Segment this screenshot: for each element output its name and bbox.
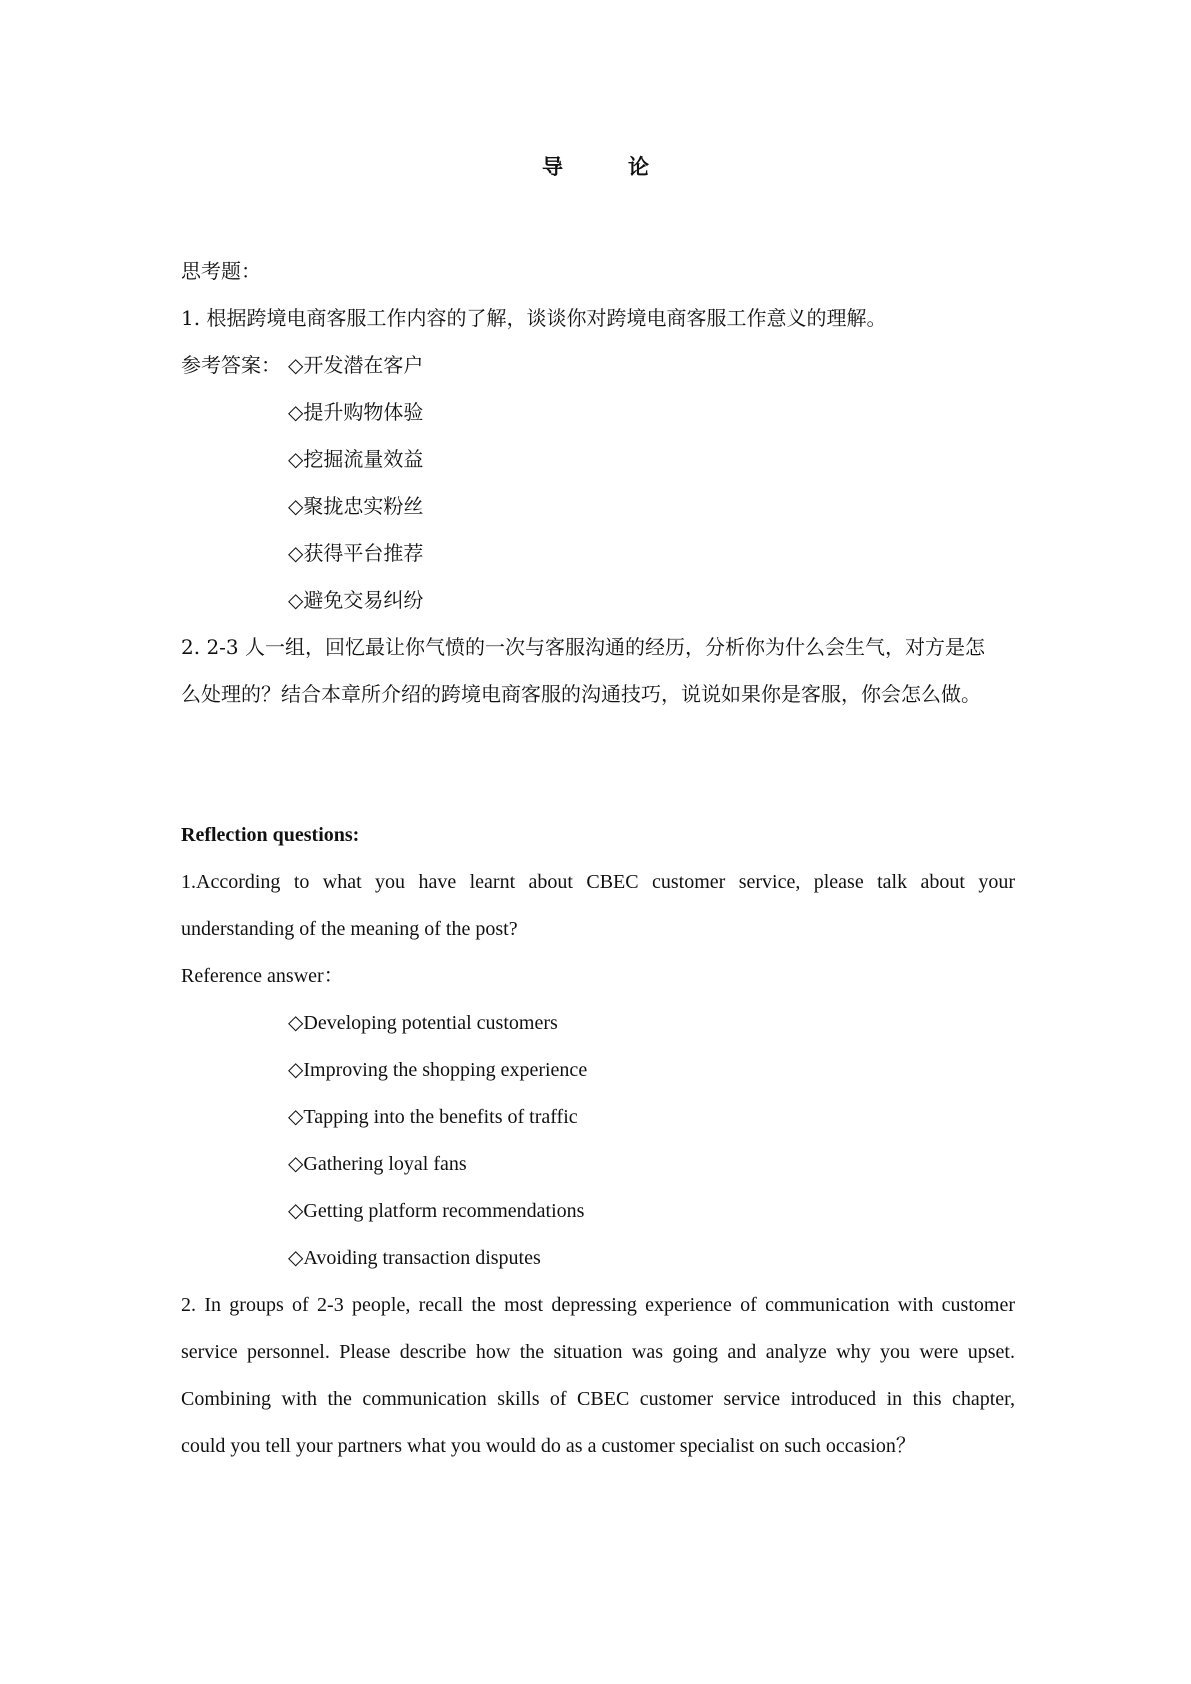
zh-option: ◇挖掘流量效益 <box>288 447 424 471</box>
en-heading: Reflection questions: <box>181 824 360 846</box>
zh-question-2-line-1: 2. 2-3 人一组，回忆最让你气愤的一次与客服沟通的经历，分析你为什么会生气，对方是怎 <box>181 635 986 659</box>
zh-reference-row <box>181 342 1021 389</box>
page-title: 导 论 <box>542 154 671 179</box>
en-option: ◇Gathering loyal fans <box>288 1153 467 1175</box>
zh-option: ◇开发潜在客户 <box>288 353 424 377</box>
zh-option: ◇提升购物体验 <box>288 400 424 424</box>
zh-question-1: 1. 根据跨境电商客服工作内容的了解，谈谈你对跨境电商客服工作意义的理解。 <box>181 306 887 330</box>
en-option: ◇Developing potential customers <box>288 1012 558 1034</box>
en-question-2-line-4: could you tell your partners what you would do as a customer specialist on such occasion？ <box>181 1435 916 1457</box>
zh-question-2-line-2: 么处理的？结合本章所介绍的跨境电商客服的沟通技巧，说说如果你是客服，你会怎么做。 <box>181 682 981 706</box>
en-question-2-line-3: Combining with the communication skills of CBEC customer service introduced in this chapter, <box>181 1388 1015 1410</box>
english-section <box>181 812 1015 1470</box>
zh-reference-label: 参考答案： <box>181 353 281 377</box>
en-question-2-line-1: 2. In groups of 2-3 people, recall the most depressing experience of communication with customer <box>181 1294 1015 1316</box>
en-option: ◇Tapping into the benefits of traffic <box>288 1106 578 1128</box>
chinese-section <box>181 248 1021 718</box>
en-option: ◇Improving the shopping experience <box>288 1059 588 1081</box>
zh-option: ◇获得平台推荐 <box>288 541 424 565</box>
zh-option: ◇聚拢忠实粉丝 <box>288 494 424 518</box>
en-question-2-line-2: service personnel. Please describe how the situation was going and analyze why you were upset. <box>181 1341 1015 1363</box>
en-question-1-line-1: 1.According to what you have learnt about CBEC customer service, please talk about your <box>181 871 1015 893</box>
en-question-1-line-2: understanding of the meaning of the post? <box>181 918 518 940</box>
en-option: ◇Getting platform recommendations <box>288 1200 585 1222</box>
zh-heading: 思考题： <box>181 259 261 283</box>
en-reference-label: Reference answer： <box>181 965 344 987</box>
zh-option: ◇避免交易纠纷 <box>288 588 424 612</box>
en-option: ◇Avoiding transaction disputes <box>288 1247 541 1269</box>
